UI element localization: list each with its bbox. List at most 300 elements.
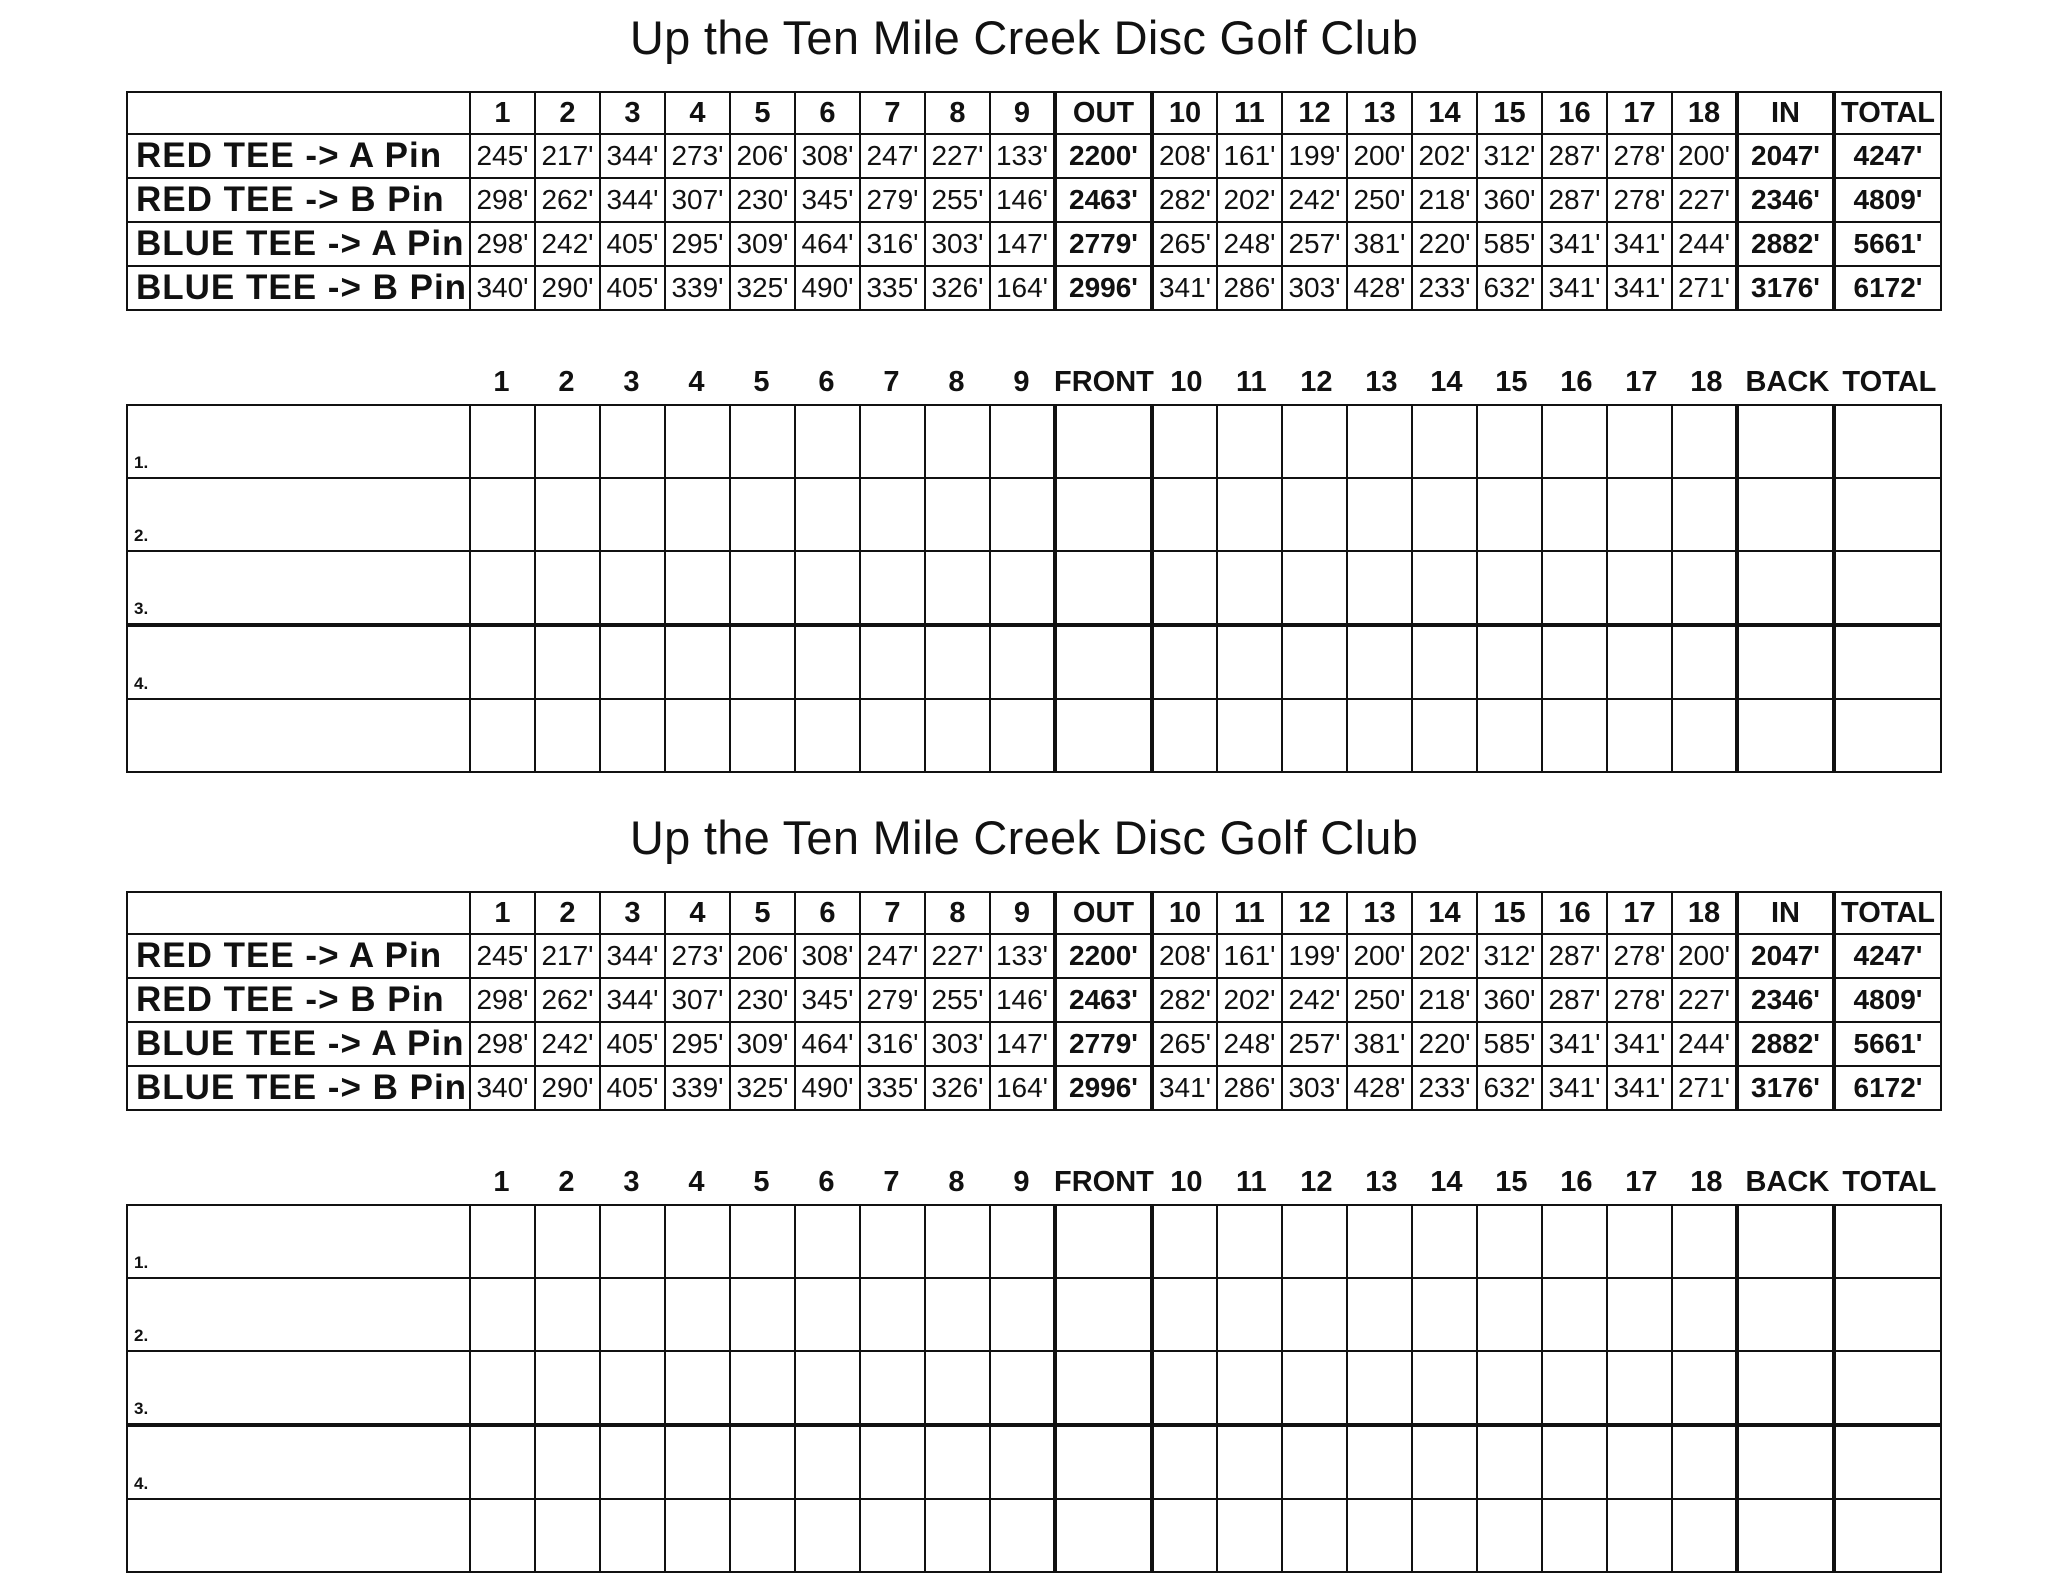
score-cell[interactable]: [665, 551, 730, 625]
score-cell[interactable]: [665, 405, 730, 478]
distance-cell: 309': [730, 1022, 795, 1066]
score-cell[interactable]: [1737, 1499, 1834, 1572]
distance-cell: 227': [925, 934, 990, 978]
score-cell[interactable]: [1477, 1499, 1542, 1572]
score-cell[interactable]: [535, 1351, 600, 1425]
score-cell[interactable]: [1055, 625, 1152, 699]
player-name-cell[interactable]: [127, 1351, 470, 1425]
score-column-header: 18: [1690, 365, 1723, 398]
score-cell[interactable]: [600, 1425, 665, 1499]
distance-cell: 2200': [1055, 934, 1152, 978]
score-cell[interactable]: [1347, 1499, 1412, 1572]
hole-header: 18: [1672, 892, 1737, 934]
distance-cell: 2346': [1737, 178, 1834, 222]
distance-cell: 464': [795, 222, 860, 266]
score-cell[interactable]: [990, 1425, 1055, 1499]
score-cell[interactable]: [1477, 699, 1542, 772]
score-cell[interactable]: [1607, 625, 1672, 699]
score-cell[interactable]: [1282, 1205, 1347, 1278]
score-cell[interactable]: [1477, 1425, 1542, 1499]
score-cell[interactable]: [1347, 625, 1412, 699]
hole-header: 12: [1282, 892, 1347, 934]
hole-header: 4: [665, 892, 730, 934]
score-cell[interactable]: [1672, 1499, 1737, 1572]
score-cell[interactable]: [1542, 1205, 1607, 1278]
hole-header: 16: [1542, 892, 1607, 934]
score-cell[interactable]: [990, 1351, 1055, 1425]
distance-cell: 381': [1347, 1022, 1412, 1066]
score-cell[interactable]: [1542, 1499, 1607, 1572]
score-cell[interactable]: [990, 551, 1055, 625]
score-cell[interactable]: [1672, 699, 1737, 772]
score-cell[interactable]: [795, 1278, 860, 1351]
score-cell[interactable]: [1055, 551, 1152, 625]
distance-cell: 287': [1542, 978, 1607, 1022]
score-cell[interactable]: [795, 405, 860, 478]
score-cell[interactable]: [1347, 699, 1412, 772]
score-cell[interactable]: [1477, 1278, 1542, 1351]
score-cell[interactable]: [1834, 405, 1941, 478]
player-name-cell[interactable]: [127, 625, 470, 699]
distance-cell: 298': [470, 222, 535, 266]
score-cell[interactable]: [600, 478, 665, 551]
score-column-header: 10: [1170, 1165, 1203, 1198]
score-cell[interactable]: [1737, 1351, 1834, 1425]
score-cell[interactable]: [600, 1205, 665, 1278]
score-cell[interactable]: [1477, 478, 1542, 551]
distance-cell: 4247': [1834, 934, 1941, 978]
score-cell[interactable]: [860, 625, 925, 699]
score-cell[interactable]: [795, 1499, 860, 1572]
score-cell[interactable]: [1834, 1499, 1941, 1572]
score-cell[interactable]: [1152, 1425, 1217, 1499]
score-cell[interactable]: [1607, 1351, 1672, 1425]
score-cell[interactable]: [1412, 1425, 1477, 1499]
score-cell[interactable]: [1834, 1278, 1941, 1351]
score-cell[interactable]: [860, 1351, 925, 1425]
distance-cell: 200': [1347, 934, 1412, 978]
score-cell[interactable]: [1737, 699, 1834, 772]
score-cell[interactable]: [1217, 478, 1282, 551]
distance-cell: 262': [535, 978, 600, 1022]
score-cell[interactable]: [1607, 1205, 1672, 1278]
hole-header: 11: [1217, 92, 1282, 134]
hole-header: 3: [600, 892, 665, 934]
score-cell[interactable]: [1217, 1278, 1282, 1351]
distance-cell: 4247': [1834, 134, 1941, 178]
score-cell[interactable]: [990, 625, 1055, 699]
score-cell[interactable]: [1217, 1205, 1282, 1278]
score-cell[interactable]: [665, 625, 730, 699]
distance-cell: 282': [1152, 178, 1217, 222]
distance-cell: 265': [1152, 222, 1217, 266]
score-cell[interactable]: [535, 478, 600, 551]
score-column-header: FRONT: [1054, 365, 1154, 398]
score-cell[interactable]: [665, 1278, 730, 1351]
score-cell[interactable]: [535, 1425, 600, 1499]
score-cell[interactable]: [1055, 699, 1152, 772]
score-cell[interactable]: [1542, 1351, 1607, 1425]
score-cell[interactable]: [925, 1499, 990, 1572]
score-cell[interactable]: [470, 478, 535, 551]
score-cell[interactable]: [1217, 1425, 1282, 1499]
score-cell[interactable]: [730, 551, 795, 625]
score-cell[interactable]: [925, 1205, 990, 1278]
player-name-cell[interactable]: [127, 1205, 470, 1278]
score-cell[interactable]: [730, 625, 795, 699]
distance-cell: 2779': [1055, 1022, 1152, 1066]
score-column-header: 5: [753, 1165, 770, 1198]
score-cell[interactable]: [1152, 699, 1217, 772]
score-cell[interactable]: [990, 699, 1055, 772]
score-cell[interactable]: [535, 699, 600, 772]
score-cell[interactable]: [1477, 1351, 1542, 1425]
score-cell[interactable]: [1152, 551, 1217, 625]
score-cell[interactable]: [860, 699, 925, 772]
distance-cell: 206': [730, 134, 795, 178]
score-cell[interactable]: [600, 405, 665, 478]
score-cell[interactable]: [1607, 1278, 1672, 1351]
hole-header: 5: [730, 92, 795, 134]
score-cell[interactable]: [1737, 478, 1834, 551]
score-cell[interactable]: [1607, 478, 1672, 551]
score-cell[interactable]: [1737, 1425, 1834, 1499]
score-cell[interactable]: [1055, 405, 1152, 478]
player-name-cell[interactable]: [127, 478, 470, 551]
score-cell[interactable]: [1607, 405, 1672, 478]
score-cell[interactable]: [1672, 1278, 1737, 1351]
score-cell[interactable]: [730, 405, 795, 478]
card-title: Up the Ten Mile Creek Disc Golf Club: [629, 11, 1419, 64]
score-cell[interactable]: [730, 1425, 795, 1499]
score-cell[interactable]: [1737, 1278, 1834, 1351]
score-cell[interactable]: [1282, 699, 1347, 772]
score-cell[interactable]: [1055, 1425, 1152, 1499]
score-cell[interactable]: [1542, 625, 1607, 699]
score-cell[interactable]: [990, 1205, 1055, 1278]
distance-cell: 428': [1347, 266, 1412, 310]
player-number: 4.: [134, 674, 149, 693]
distance-cell: 307': [665, 978, 730, 1022]
blank-header-cell: [126, 1160, 469, 1204]
score-cell[interactable]: [1672, 551, 1737, 625]
score-cell[interactable]: [1412, 699, 1477, 772]
hole-header: 15: [1477, 92, 1542, 134]
tee-label: RED TEE -> A Pin: [127, 134, 470, 178]
distance-cell: 295': [665, 222, 730, 266]
score-cell[interactable]: [665, 478, 730, 551]
distance-cell: 303': [925, 222, 990, 266]
score-cell[interactable]: [1282, 551, 1347, 625]
player-name-cell[interactable]: [127, 1499, 470, 1572]
score-cell[interactable]: [470, 1205, 535, 1278]
score-cell[interactable]: [860, 478, 925, 551]
score-cell[interactable]: [1672, 405, 1737, 478]
score-cell[interactable]: [1347, 478, 1412, 551]
score-cell[interactable]: [925, 1278, 990, 1351]
score-cell[interactable]: [470, 1351, 535, 1425]
distance-cell: 247': [860, 934, 925, 978]
score-cell[interactable]: [1282, 625, 1347, 699]
score-cell[interactable]: [600, 1351, 665, 1425]
score-cell[interactable]: [925, 1351, 990, 1425]
score-cell[interactable]: [1672, 625, 1737, 699]
score-cell[interactable]: [730, 1278, 795, 1351]
score-cell[interactable]: [1412, 405, 1477, 478]
score-cell[interactable]: [730, 1499, 795, 1572]
distance-cell: 341': [1607, 1066, 1672, 1110]
tee-row: [127, 266, 1941, 310]
score-cell[interactable]: [990, 478, 1055, 551]
score-cell[interactable]: [1737, 551, 1834, 625]
distance-cell: 278': [1607, 934, 1672, 978]
score-cell[interactable]: [1672, 1425, 1737, 1499]
score-cell[interactable]: [795, 1425, 860, 1499]
distance-cell: 2882': [1737, 222, 1834, 266]
score-cell[interactable]: [795, 478, 860, 551]
score-cell[interactable]: [1347, 405, 1412, 478]
score-cell[interactable]: [1834, 551, 1941, 625]
score-cell[interactable]: [730, 1205, 795, 1278]
distance-cell: 200': [1672, 934, 1737, 978]
score-column-header: 16: [1560, 365, 1593, 398]
distance-cell: 405': [600, 1022, 665, 1066]
score-cell[interactable]: [665, 1205, 730, 1278]
score-cell[interactable]: [470, 1425, 535, 1499]
score-cell[interactable]: [1152, 1499, 1217, 1572]
score-cell[interactable]: [600, 1278, 665, 1351]
score-cell[interactable]: [1542, 1278, 1607, 1351]
score-cell[interactable]: [535, 1278, 600, 1351]
score-cell[interactable]: [795, 699, 860, 772]
score-cell[interactable]: [1672, 1205, 1737, 1278]
score-cell[interactable]: [1347, 1205, 1412, 1278]
score-cell[interactable]: [470, 405, 535, 478]
score-cell[interactable]: [730, 478, 795, 551]
hole-header: 1: [470, 92, 535, 134]
score-cell[interactable]: [860, 1499, 925, 1572]
player-name-cell[interactable]: [127, 699, 470, 772]
score-cell[interactable]: [1607, 1499, 1672, 1572]
score-cell[interactable]: [1542, 405, 1607, 478]
blank-header-cell: [127, 92, 470, 134]
distance-cell: 233': [1412, 266, 1477, 310]
score-column-header: 12: [1300, 365, 1333, 398]
distance-cell: 199': [1282, 934, 1347, 978]
score-cell[interactable]: [470, 1278, 535, 1351]
score-cell[interactable]: [1834, 478, 1941, 551]
score-cell[interactable]: [1737, 1205, 1834, 1278]
score-cell[interactable]: [1282, 478, 1347, 551]
score-cell[interactable]: [925, 478, 990, 551]
score-cell[interactable]: [1834, 625, 1941, 699]
score-cell[interactable]: [1152, 625, 1217, 699]
score-cell[interactable]: [730, 699, 795, 772]
hole-header: 13: [1347, 892, 1412, 934]
score-cell[interactable]: [1542, 551, 1607, 625]
tee-row: [127, 222, 1941, 266]
score-cell[interactable]: [1282, 1425, 1347, 1499]
score-cell[interactable]: [535, 405, 600, 478]
hole-header: IN: [1737, 892, 1834, 934]
distance-cell: 585': [1477, 222, 1542, 266]
player-row: [127, 478, 1941, 551]
score-cell[interactable]: [1672, 478, 1737, 551]
player-name-cell[interactable]: [127, 405, 470, 478]
score-cell[interactable]: [795, 1205, 860, 1278]
score-cell[interactable]: [1412, 1278, 1477, 1351]
score-cell[interactable]: [1477, 405, 1542, 478]
distance-cell: 273': [665, 134, 730, 178]
score-cell[interactable]: [1412, 478, 1477, 551]
score-cell[interactable]: [1282, 1278, 1347, 1351]
distance-cell: 339': [665, 1066, 730, 1110]
score-cell[interactable]: [795, 551, 860, 625]
score-grid: [126, 1204, 1942, 1573]
score-cell[interactable]: [1055, 1351, 1152, 1425]
score-column-header: 3: [623, 1165, 640, 1198]
score-cell[interactable]: [1477, 1205, 1542, 1278]
score-cell[interactable]: [1347, 1425, 1412, 1499]
score-cell[interactable]: [1217, 551, 1282, 625]
score-cell[interactable]: [1055, 1278, 1152, 1351]
score-column-header: TOTAL: [1842, 1165, 1937, 1198]
score-cell[interactable]: [1217, 625, 1282, 699]
distance-cell: 147': [990, 1022, 1055, 1066]
score-cell[interactable]: [665, 1351, 730, 1425]
tee-label: RED TEE -> B Pin: [127, 178, 470, 222]
score-cell[interactable]: [860, 551, 925, 625]
score-cell[interactable]: [1834, 1205, 1941, 1278]
player-row: [127, 405, 1941, 478]
score-column-header: 13: [1365, 1165, 1398, 1198]
score-cell[interactable]: [470, 699, 535, 772]
distance-header-row: [127, 92, 1941, 134]
score-cell[interactable]: [1217, 405, 1282, 478]
score-column-header: 17: [1625, 365, 1658, 398]
score-cell[interactable]: [730, 1351, 795, 1425]
score-cell[interactable]: [1152, 1205, 1217, 1278]
score-cell[interactable]: [470, 625, 535, 699]
distance-cell: 298': [470, 178, 535, 222]
score-cell[interactable]: [1737, 625, 1834, 699]
score-cell[interactable]: [1347, 1278, 1412, 1351]
score-cell[interactable]: [860, 1278, 925, 1351]
score-cell[interactable]: [470, 551, 535, 625]
score-cell[interactable]: [1607, 551, 1672, 625]
score-cell[interactable]: [665, 1425, 730, 1499]
score-cell[interactable]: [1542, 478, 1607, 551]
score-cell[interactable]: [1152, 1351, 1217, 1425]
score-cell[interactable]: [1607, 1425, 1672, 1499]
score-column-header: 1: [493, 365, 510, 398]
score-cell[interactable]: [600, 625, 665, 699]
player-name-cell[interactable]: [127, 1425, 470, 1499]
distance-cell: 287': [1542, 934, 1607, 978]
score-cell[interactable]: [1412, 1205, 1477, 1278]
score-cell[interactable]: [795, 625, 860, 699]
score-cell[interactable]: [1542, 699, 1607, 772]
distance-cell: 244': [1672, 1022, 1737, 1066]
score-cell[interactable]: [1347, 1351, 1412, 1425]
player-name-cell[interactable]: [127, 1278, 470, 1351]
score-cell[interactable]: [860, 1425, 925, 1499]
score-column-header: 6: [818, 1165, 835, 1198]
score-cell[interactable]: [1347, 551, 1412, 625]
score-cell[interactable]: [1834, 1351, 1941, 1425]
score-cell[interactable]: [1834, 1425, 1941, 1499]
distance-cell: 202': [1217, 178, 1282, 222]
score-cell[interactable]: [1217, 699, 1282, 772]
score-cell[interactable]: [665, 1499, 730, 1572]
score-cell[interactable]: [925, 405, 990, 478]
score-cell[interactable]: [925, 625, 990, 699]
score-cell[interactable]: [535, 1499, 600, 1572]
score-cell[interactable]: [925, 551, 990, 625]
score-cell[interactable]: [1477, 551, 1542, 625]
score-cell[interactable]: [535, 551, 600, 625]
score-cell[interactable]: [990, 1499, 1055, 1572]
score-cell[interactable]: [990, 1278, 1055, 1351]
score-cell[interactable]: [1282, 1499, 1347, 1572]
score-cell[interactable]: [1152, 1278, 1217, 1351]
distance-cell: 208': [1152, 934, 1217, 978]
score-cell[interactable]: [1282, 405, 1347, 478]
score-cell[interactable]: [1412, 551, 1477, 625]
distance-cell: 341': [1542, 1022, 1607, 1066]
score-cell[interactable]: [1217, 1351, 1282, 1425]
score-cell[interactable]: [600, 551, 665, 625]
score-cell[interactable]: [1152, 405, 1217, 478]
distance-cell: 248': [1217, 222, 1282, 266]
distance-cell: 2047': [1737, 934, 1834, 978]
score-cell[interactable]: [1672, 1351, 1737, 1425]
score-cell[interactable]: [1477, 625, 1542, 699]
score-cell[interactable]: [795, 1351, 860, 1425]
score-cell[interactable]: [1217, 1499, 1282, 1572]
score-cell[interactable]: [470, 1499, 535, 1572]
score-cell[interactable]: [1055, 1499, 1152, 1572]
score-cell[interactable]: [1412, 625, 1477, 699]
score-cell[interactable]: [1737, 405, 1834, 478]
hole-header: 17: [1607, 892, 1672, 934]
score-cell[interactable]: [1834, 699, 1941, 772]
score-cell[interactable]: [600, 699, 665, 772]
score-cell[interactable]: [860, 1205, 925, 1278]
distance-cell: 316': [860, 222, 925, 266]
score-cell[interactable]: [925, 1425, 990, 1499]
score-cell[interactable]: [600, 1499, 665, 1572]
distance-cell: 312': [1477, 934, 1542, 978]
score-cell[interactable]: [1055, 1205, 1152, 1278]
score-cell[interactable]: [925, 699, 990, 772]
score-cell[interactable]: [1542, 1425, 1607, 1499]
score-cell[interactable]: [535, 1205, 600, 1278]
score-cell[interactable]: [535, 625, 600, 699]
score-cell[interactable]: [1152, 478, 1217, 551]
score-cell[interactable]: [1055, 478, 1152, 551]
player-name-cell[interactable]: [127, 551, 470, 625]
score-cell[interactable]: [1282, 1351, 1347, 1425]
distance-cell: 133': [990, 934, 1055, 978]
score-cell[interactable]: [860, 405, 925, 478]
score-cell[interactable]: [1412, 1351, 1477, 1425]
score-cell[interactable]: [1412, 1499, 1477, 1572]
score-cell[interactable]: [665, 699, 730, 772]
distance-cell: 381': [1347, 222, 1412, 266]
score-cell[interactable]: [1607, 699, 1672, 772]
score-cell[interactable]: [990, 405, 1055, 478]
